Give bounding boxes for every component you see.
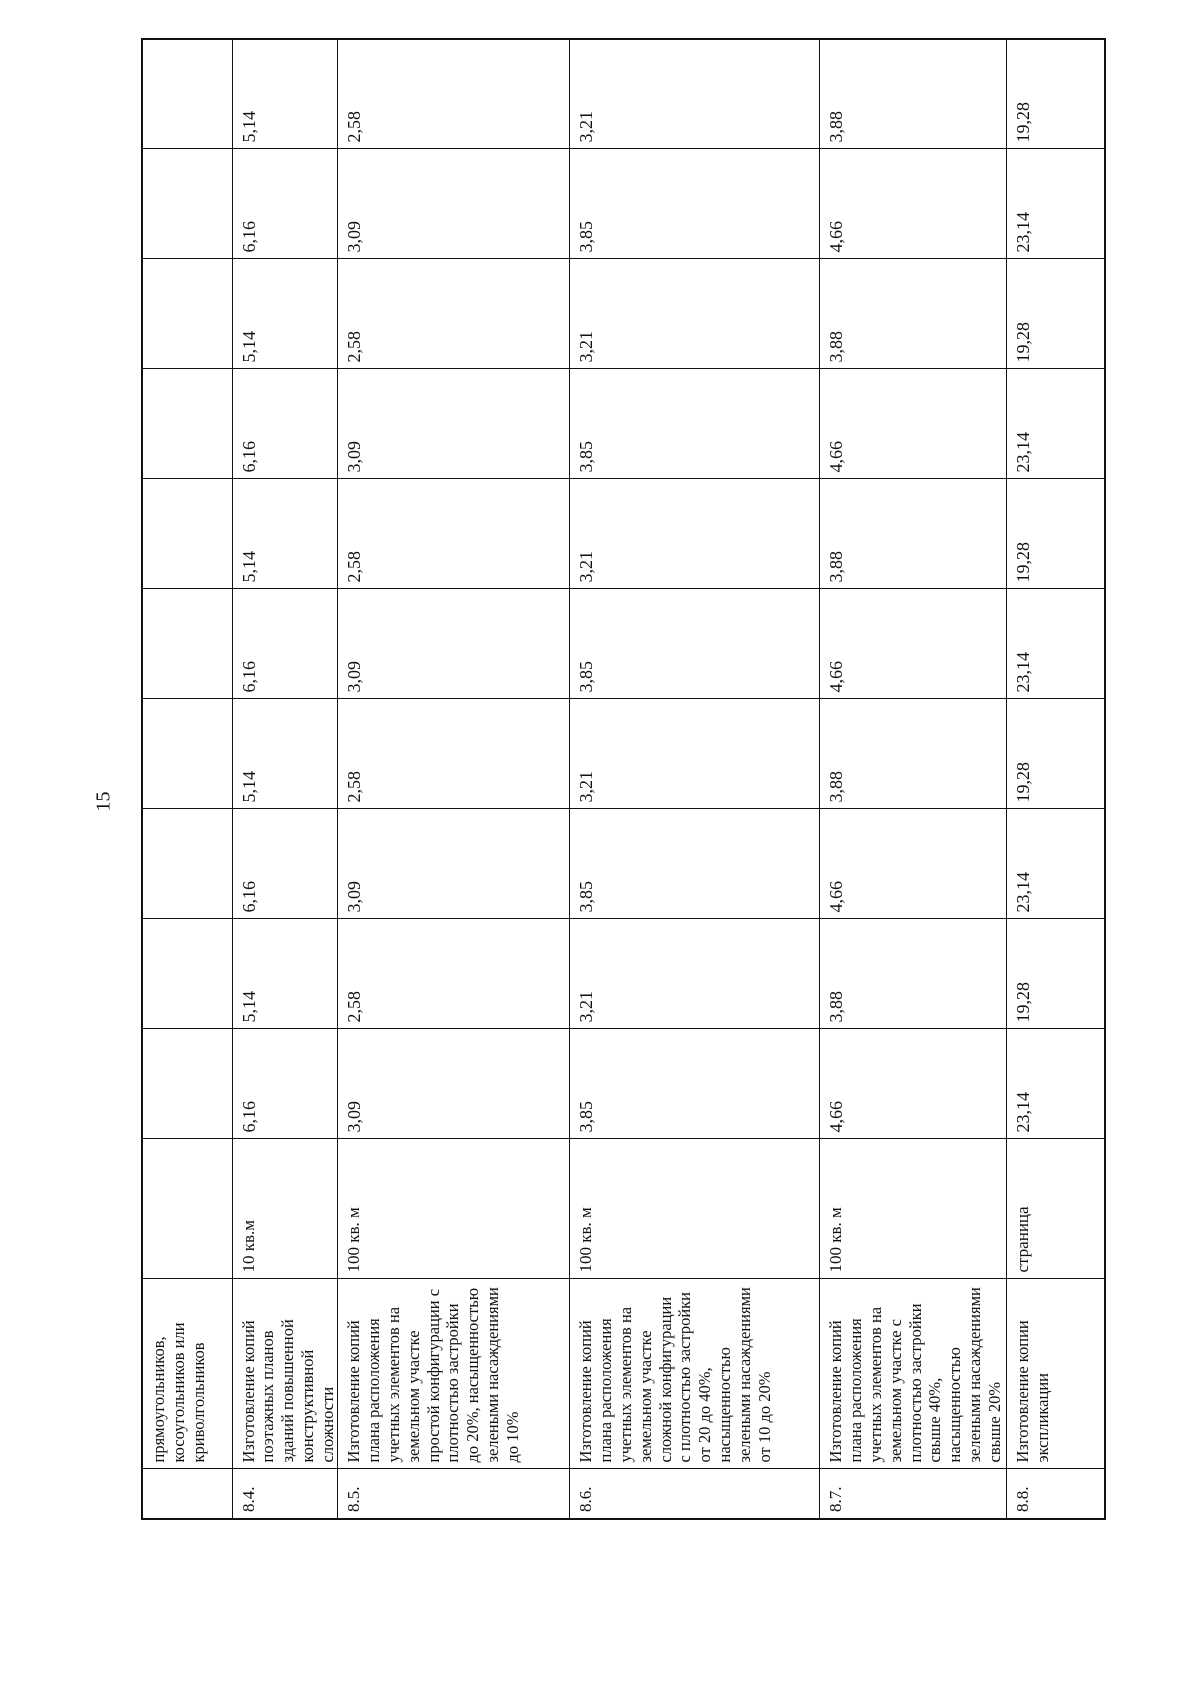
value-cell: 23,14 <box>1007 1029 1105 1139</box>
value-cell <box>142 699 232 809</box>
value-cell: 3,09 <box>338 809 570 919</box>
service-name-cell: Изготовление копии экспликации <box>1007 1279 1105 1469</box>
value-cell: 23,14 <box>1007 369 1105 479</box>
value-cell: 4,66 <box>820 369 1007 479</box>
table-row <box>1007 39 1105 1519</box>
value-cell: 2,58 <box>338 699 570 809</box>
value-cell <box>142 259 232 369</box>
value-cell: 3,21 <box>570 39 820 149</box>
value-cell: 4,66 <box>820 149 1007 259</box>
unit-cell: страница <box>1007 1139 1105 1279</box>
value-cell: 4,66 <box>820 809 1007 919</box>
value-cell: 3,09 <box>338 369 570 479</box>
value-cell: 3,09 <box>338 589 570 699</box>
value-cell: 2,58 <box>338 919 570 1029</box>
row-number-cell: 8.7. <box>820 1469 1007 1519</box>
value-cell: 3,88 <box>820 699 1007 809</box>
value-cell: 3,85 <box>570 589 820 699</box>
value-cell <box>142 149 232 259</box>
value-cell: 19,28 <box>1007 919 1105 1029</box>
value-cell: 3,88 <box>820 39 1007 149</box>
row-number-cell: 8.5. <box>338 1469 570 1519</box>
value-cell: 3,21 <box>570 919 820 1029</box>
value-cell <box>142 809 232 919</box>
rotated-table-frame <box>141 40 1096 1520</box>
value-cell: 3,21 <box>570 479 820 589</box>
service-name-cell: прямоугольников, косоугольников или криволгольников <box>142 1279 232 1469</box>
value-cell: 6,16 <box>232 1029 338 1139</box>
value-cell <box>142 479 232 589</box>
value-cell <box>142 919 232 1029</box>
unit-cell: 100 кв. м <box>338 1139 570 1279</box>
value-cell: 3,21 <box>570 699 820 809</box>
row-number-cell: 8.6. <box>570 1469 820 1519</box>
unit-cell <box>142 1139 232 1279</box>
table-row <box>338 39 570 1519</box>
value-cell: 23,14 <box>1007 149 1105 259</box>
unit-cell: 100 кв. м <box>570 1139 820 1279</box>
service-name-cell: Изготовление копий поэтажных планов зданий повышенной конструктивной сложности <box>232 1279 338 1469</box>
value-cell: 3,85 <box>570 809 820 919</box>
value-cell: 2,58 <box>338 39 570 149</box>
row-number-cell <box>142 1469 232 1519</box>
value-cell: 3,09 <box>338 1029 570 1139</box>
service-name-cell: Изготовление копий плана расположения учетных элементов на земельном участке простой конфигурации с плотностью застройки до 20%, насыщенностью зелеными насаждениями до 10% <box>338 1279 570 1469</box>
value-cell: 3,88 <box>820 259 1007 369</box>
value-cell: 5,14 <box>232 699 338 809</box>
value-cell: 3,85 <box>570 369 820 479</box>
table-body <box>142 39 1105 1519</box>
value-cell: 4,66 <box>820 589 1007 699</box>
value-cell <box>142 369 232 479</box>
value-cell: 6,16 <box>232 369 338 479</box>
table-row <box>820 39 1007 1519</box>
value-cell: 2,58 <box>338 479 570 589</box>
value-cell: 5,14 <box>232 39 338 149</box>
value-cell <box>142 1029 232 1139</box>
service-name-cell: Изготовление копий плана расположения учетных элементов на земельном участке сложной конфигурации с плотностью застройки от 20 до 40%, насыщенностью зелеными насаждениями от 10 до 20% <box>570 1279 820 1469</box>
value-cell: 19,28 <box>1007 259 1105 369</box>
value-cell <box>142 39 232 149</box>
value-cell: 6,16 <box>232 809 338 919</box>
value-cell: 3,21 <box>570 259 820 369</box>
table-row <box>232 39 338 1519</box>
value-cell: 19,28 <box>1007 699 1105 809</box>
value-cell: 5,14 <box>232 259 338 369</box>
value-cell: 3,88 <box>820 479 1007 589</box>
value-cell: 3,88 <box>820 919 1007 1029</box>
value-cell: 5,14 <box>232 479 338 589</box>
value-cell: 23,14 <box>1007 809 1105 919</box>
value-cell: 3,85 <box>570 1029 820 1139</box>
value-cell: 3,85 <box>570 149 820 259</box>
value-cell: 2,58 <box>338 259 570 369</box>
table-row-continuation <box>142 39 232 1519</box>
value-cell <box>142 589 232 699</box>
unit-cell: 10 кв.м <box>232 1139 338 1279</box>
price-table <box>141 38 1106 1520</box>
table-row <box>570 39 820 1519</box>
value-cell: 6,16 <box>232 589 338 699</box>
value-cell: 23,14 <box>1007 589 1105 699</box>
value-cell: 3,09 <box>338 149 570 259</box>
row-number-cell: 8.8. <box>1007 1469 1105 1519</box>
unit-cell: 100 кв. м <box>820 1139 1007 1279</box>
value-cell: 6,16 <box>232 149 338 259</box>
value-cell: 19,28 <box>1007 39 1105 149</box>
page-number: 15 <box>92 791 115 812</box>
value-cell: 19,28 <box>1007 479 1105 589</box>
value-cell: 5,14 <box>232 919 338 1029</box>
service-name-cell: Изготовление копий плана расположения учетных элементов на земельном участке с плотностью застройки свыше 40%, насыщенностью зелеными насаждениями свыше 20% <box>820 1279 1007 1469</box>
row-number-cell: 8.4. <box>232 1469 338 1519</box>
value-cell: 4,66 <box>820 1029 1007 1139</box>
